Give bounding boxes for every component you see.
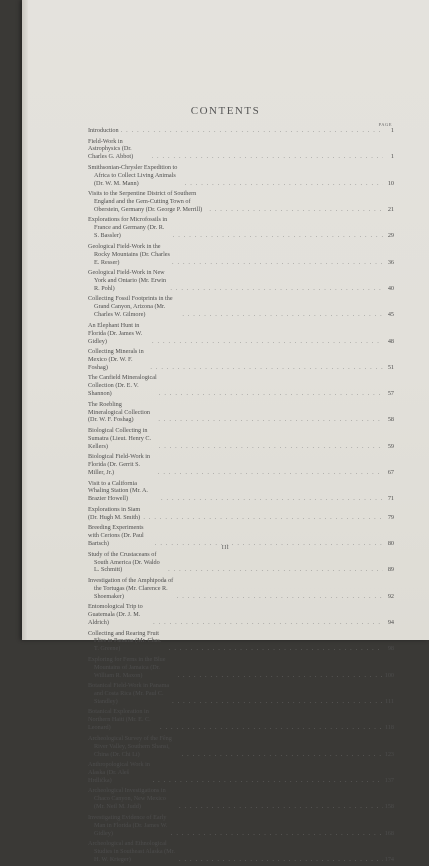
toc-entry: [88, 295, 394, 319]
toc-entry: [88, 269, 394, 293]
toc-entry-title: Archeological Investigations in Chaco Canyon, New Mexico (Mr. Neil M. Judd): [88, 787, 166, 811]
toc-entry-page: 71: [387, 495, 394, 503]
dot-leader: [153, 777, 383, 785]
toc-entry: [88, 787, 394, 811]
toc-entry-page: 57: [387, 390, 394, 398]
dot-leader: [173, 232, 383, 240]
toc-entry: [88, 127, 394, 135]
dot-leader: [171, 830, 383, 838]
toc-entry-title: Entomological Trip to Guatemala (Dr. J. M. Aldrich): [88, 603, 143, 627]
toc-entry: [88, 427, 394, 451]
dot-leader: [178, 672, 383, 680]
toc-entry-page: 58: [387, 416, 394, 424]
toc-entry-title: Botanical Field-Work in Panama and Costa Rica (Mr. Paul C. Standley): [88, 682, 170, 705]
toc-entry-title: An Elephant Hunt in Florida (Dr. James W. Gidley): [88, 321, 143, 345]
toc-entry: [88, 656, 394, 680]
toc-entry-title: Investigation of the Amphipoda of the Tortugas (Mr. Clarence R. Shoemaker): [88, 576, 174, 600]
toc-entry-page: 67: [387, 469, 394, 477]
toc-entry-page: 21: [387, 205, 394, 213]
toc-entry-page: 40: [387, 284, 394, 292]
dot-leader: [185, 180, 383, 188]
dot-leader: [182, 311, 383, 319]
toc-entry-title: Breeding Experiments with Cerions (Dr. Paul Bartsch): [88, 524, 144, 548]
toc-entry-title: Explorations for Microfossils in France and Germany (Dr. R. S. Bassler): [88, 216, 168, 240]
toc-entry-page: 1: [390, 127, 394, 134]
page-fold-shadow: [22, 0, 28, 640]
toc-entry: [88, 322, 394, 346]
toc-entry-page: 59: [387, 442, 394, 450]
toc-entry: [88, 374, 394, 398]
dot-leader: [182, 751, 383, 759]
toc-entry-title: Archeological and Ethnological Studies in Southeast Alaska (Mr. H. W. Krieger): [88, 840, 175, 863]
toc-entry: [88, 453, 394, 477]
toc-entry: [88, 138, 394, 162]
dot-leader: [143, 514, 383, 522]
dot-leader: [168, 566, 383, 574]
toc-entry: [88, 551, 394, 575]
toc-entry: [88, 840, 394, 864]
dot-leader: [170, 285, 383, 293]
toc-entry-title: Anthropological Work in Alaska (Dr. Aleš Hrdlička): [88, 761, 150, 784]
toc-entry-title: Smithsonian-Chrysler Expedition to Africa to Collect Living Animals (Dr. W. M. Mann): [88, 163, 178, 187]
toc-entry-title: The Roebling Mineralogical Collection (Dr. W. F. Foshag): [88, 400, 151, 424]
dot-leader: [169, 645, 383, 653]
toc-entry: [88, 682, 394, 706]
toc-entry-title: Collecting Fossil Footprints in the Grand Canyon, Arizona (Mr. Charles W. Gilmore): [88, 295, 173, 319]
toc-entry-title: Introduction: [88, 127, 119, 134]
dot-leader: [177, 593, 383, 601]
toc-entry-page: 98: [387, 645, 394, 653]
toc-entry-title: Geological Field-Work in New York and Ontario (Mr. Erwin R. Pohl): [88, 269, 167, 292]
toc-entry: [88, 506, 394, 522]
page-column-label: PAGE: [378, 122, 392, 127]
toc-entry-title: Archeological Survey of the Fêng River Valley, Southern Shansi, China (Dr. Chi Li): [88, 734, 172, 758]
dot-leader: [172, 259, 383, 267]
toc-entry-title: Collecting Minerals in Mexico (Dr. W. F. Foshag): [88, 348, 144, 371]
dot-leader: [152, 338, 383, 346]
toc-entry-page: 80: [387, 540, 394, 548]
toc-entry: [88, 735, 394, 759]
toc-entry-title: Explorations in Siam (Dr. Hugh M. Smith): [88, 505, 141, 521]
toc-entry-page: 94: [387, 619, 394, 627]
toc-entry-title: Geological Field-Work in the Rocky Mountains (Dr. Charles E. Resser): [88, 242, 170, 266]
dot-leader: [179, 803, 383, 811]
toc-entry-title: Biological Collecting in Sumatra (Lieut. Henry C. Kellers): [88, 426, 152, 450]
dot-leader: [152, 153, 383, 161]
toc-entry: [88, 603, 394, 627]
dot-leader: [159, 443, 383, 451]
table-of-contents: [88, 127, 394, 866]
dot-leader: [158, 469, 383, 477]
toc-entry: [88, 216, 394, 240]
toc-entry-page: 45: [387, 311, 394, 319]
dot-leader: [153, 619, 383, 627]
toc-entry-title: Collecting and Rearing Fruit Flies in Panama (Mr. Chas. T. Greene): [88, 629, 162, 653]
toc-entry: [88, 630, 394, 654]
toc-entry-page: 89: [387, 566, 394, 574]
toc-entry-page: 29: [387, 232, 394, 240]
toc-entry-title: Biological Field-Work in Florida (Dr. Gerrit S. Miller, Jr.): [88, 453, 151, 477]
toc-entry-page: 174: [384, 855, 394, 863]
toc-entry: [88, 243, 394, 267]
toc-entry-page: 100: [384, 671, 394, 679]
toc-entry-title: Study of the Crustaceans of South America (Dr. Waldo L. Schmitt): [88, 550, 160, 574]
toc-entry-title: Exploring for Ferns in the Blue Mountains of Jamaica (Dr. William R. Maxon): [88, 655, 166, 679]
toc-entry: [88, 480, 394, 504]
toc-entry-page: 118: [384, 724, 394, 732]
toc-entry-title: Visits to the Serpentine District of Southern England and the Gem-Cutting Town of Oberstein, Germany (Dr. George P. Merrill): [88, 190, 203, 213]
toc-entry: [88, 348, 394, 372]
toc-entry: [88, 708, 394, 732]
dot-leader: [179, 856, 383, 864]
toc-entry-page: 168: [384, 829, 394, 837]
dot-leader: [158, 416, 383, 424]
toc-entry-page: 51: [387, 363, 394, 371]
document-page: [22, 0, 429, 863]
dot-leader: [209, 206, 383, 214]
toc-entry: [88, 814, 394, 838]
toc-entry: [88, 190, 394, 214]
toc-entry-page: 92: [387, 592, 394, 600]
toc-entry: [88, 761, 394, 785]
dot-leader: [172, 698, 383, 706]
toc-entry-page: 36: [387, 258, 394, 266]
dot-leader: [121, 127, 383, 135]
toc-entry-page: 158: [384, 803, 394, 811]
toc-entry: [88, 401, 394, 425]
toc-entry-title: The Canfield Mineralogical Collection (Dr. E. V. Shannon): [88, 374, 157, 398]
dot-leader: [161, 495, 383, 503]
page-folio: III: [221, 545, 230, 551]
toc-entry-title: Investigating Evidence of Early Man in Florida (Dr. James W. Gidley): [88, 813, 168, 837]
dot-leader: [160, 724, 383, 732]
toc-entry: [88, 164, 394, 188]
toc-entry: [88, 577, 394, 601]
toc-entry-title: Botanical Exploration in Northern Haiti (Mr. E. C. Leonard): [88, 708, 151, 732]
dot-leader: [150, 364, 383, 372]
toc-entry-page: 79: [387, 513, 394, 521]
toc-entry-page: 10: [387, 179, 394, 187]
toc-entry-title: Field-Work in Astrophysics (Dr. Charles G. Abbot): [88, 137, 134, 161]
contents-heading: CONTENTS: [190, 105, 261, 117]
toc-entry-page: 48: [387, 337, 394, 345]
toc-entry-title: Visit to a California Whaling Station (Mr. A. Brazier Howell): [88, 479, 148, 503]
dot-leader: [159, 390, 383, 398]
toc-entry-page: 123: [384, 750, 394, 758]
toc-entry-page: 1: [390, 153, 394, 161]
toc-entry-page: 137: [384, 776, 394, 784]
toc-entry-page: 111: [385, 697, 394, 705]
